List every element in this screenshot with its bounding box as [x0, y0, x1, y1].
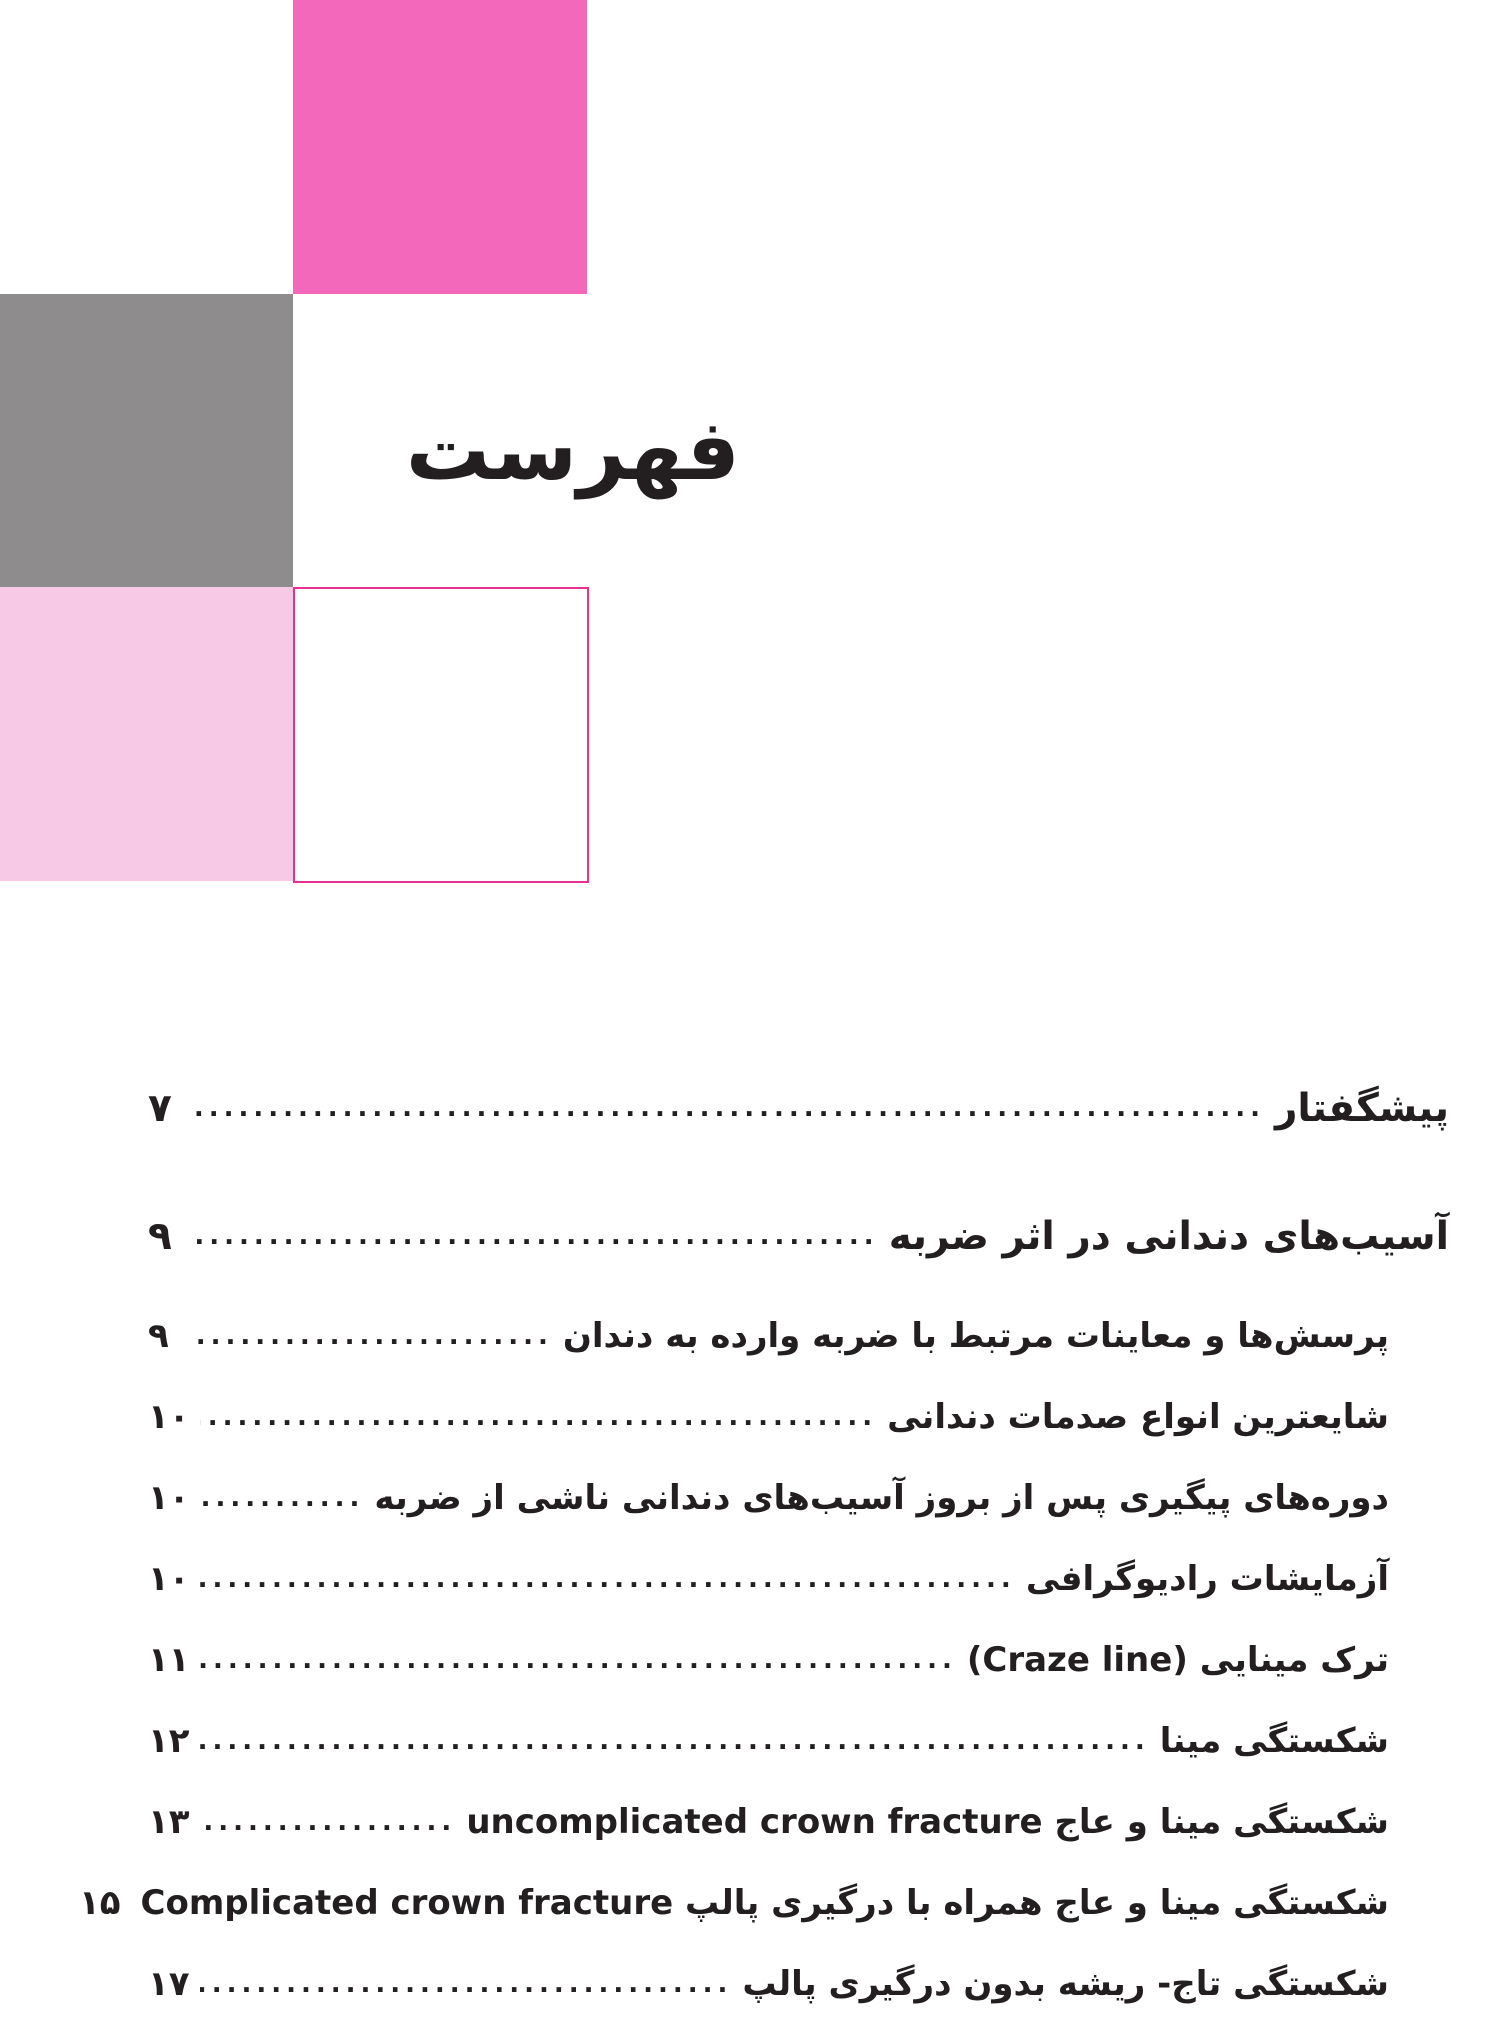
toc-entry[interactable] [148, 1549, 1389, 1609]
toc-leader-dots [200, 1564, 1016, 1594]
toc-entry-page: ۱۳ [148, 1802, 190, 1842]
toc-leader-dots [200, 1645, 957, 1675]
toc-leader-dots [194, 1321, 553, 1351]
toc-entry-title: دوره‌های پیگیری پس از بروز آسیب‌های دندانی ناشی از ضربه [374, 1478, 1389, 1518]
toc-entry-title: شکستگی مینا و عاج همراه با درگیری پالپ Complicated crown fracture [140, 1883, 1389, 1923]
toc-entry[interactable] [148, 1078, 1449, 1138]
toc-entry[interactable] [148, 1954, 1389, 2014]
toc-entry[interactable] [148, 1711, 1389, 1771]
toc-entry-title: ترک مینایی (Craze line) [966, 1640, 1389, 1680]
toc-entry-page: ۷ [148, 1085, 172, 1131]
toc-entry[interactable] [148, 1630, 1389, 1690]
toc-entry-title: شکستگی مینا [1159, 1721, 1389, 1761]
toc-leader-dots [194, 1093, 1265, 1123]
toc-entry-page: ۱۲ [148, 1721, 190, 1761]
toc-entry[interactable] [79, 1873, 1389, 1933]
toc-entry-page: ۹ [148, 1316, 169, 1356]
toc-entry-page: ۱۵ [79, 1883, 121, 1923]
toc-entry-page: ۹ [148, 1213, 172, 1259]
toc-entry-title: شکستگی تاج- ریشه بدون درگیری پالپ [742, 1964, 1389, 2004]
toc-entry-title: آسیب‌های دندانی در اثر ضربه [888, 1213, 1449, 1259]
toc-entry-page: ۱۰ [148, 1397, 190, 1437]
toc-entry-page: ۱۰ [148, 1478, 190, 1518]
toc-entry-page: ۱۰ [148, 1559, 190, 1599]
toc-entry-page: ۱۱ [148, 1640, 190, 1680]
toc-entry-title: پرسش‌ها و معاینات مرتبط با ضربه وارده به دندان [562, 1316, 1389, 1356]
toc-leader-dots [194, 1221, 879, 1251]
toc-entry[interactable] [148, 1792, 1389, 1852]
toc-entry-title: آزمایشات رادیوگرافی [1025, 1559, 1389, 1599]
toc-leader-dots [200, 1807, 457, 1837]
toc-entry[interactable] [148, 1306, 1389, 1366]
toc-entry[interactable] [148, 1468, 1389, 1528]
toc-entry-title: شایعترین انواع صدمات دندانی [887, 1397, 1389, 1437]
toc-leader-dots [200, 1726, 1150, 1756]
page-title: فهرست [405, 401, 740, 499]
toc-entry[interactable] [148, 1206, 1449, 1266]
toc-entry-page: ۱۷ [148, 1964, 190, 2004]
toc-entry-title: شکستگی مینا و عاج uncomplicated crown fracture [466, 1802, 1389, 1842]
toc-leader-dots [200, 1969, 733, 1999]
toc-leader-dots [200, 1402, 878, 1432]
toc-entry-title: پیشگفتار [1274, 1085, 1449, 1131]
toc-entry[interactable] [148, 1387, 1389, 1447]
toc-leader-dots [200, 1483, 365, 1513]
